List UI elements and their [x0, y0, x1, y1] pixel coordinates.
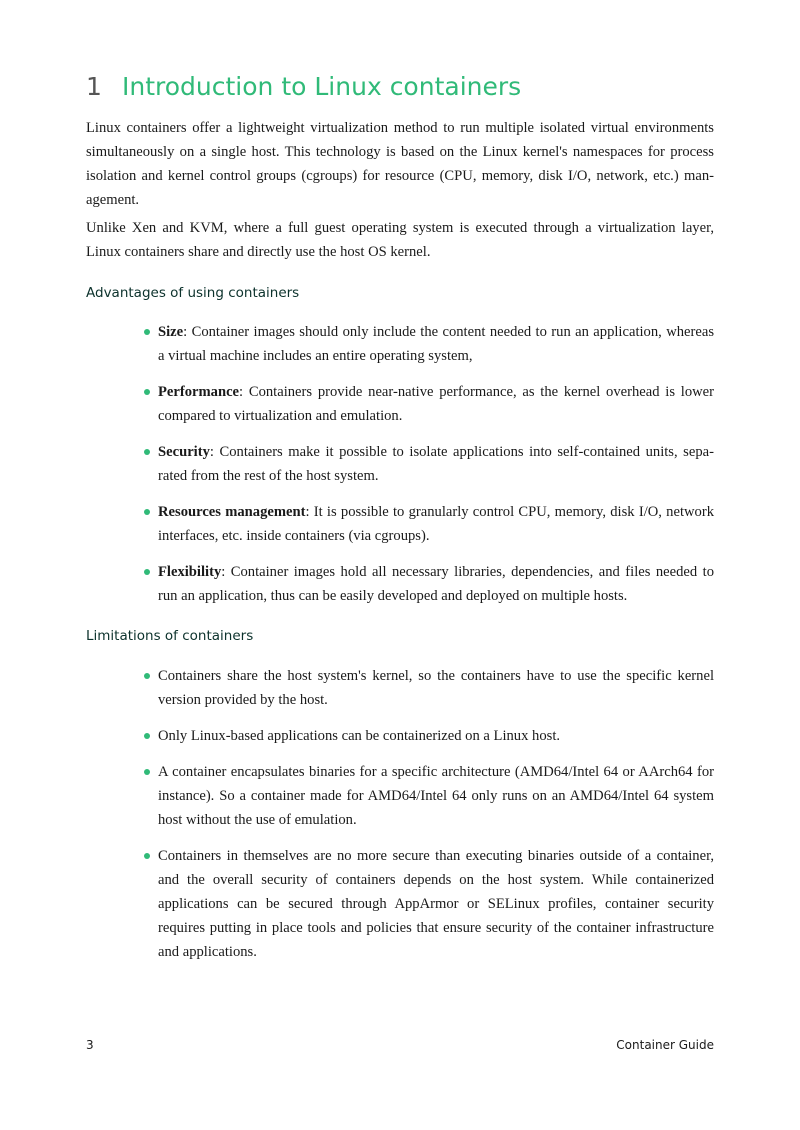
list-item [86, 560, 714, 608]
advantages-heading: Advantages of using containers [86, 285, 300, 301]
list-item [86, 380, 714, 428]
bullet-icon [144, 389, 150, 395]
list-item-text [158, 560, 714, 608]
chapter-heading [86, 70, 714, 104]
list-item-text [158, 320, 714, 368]
list-item-term: Resources management [158, 504, 306, 520]
bullet-icon [144, 569, 150, 575]
bullet-icon [144, 329, 150, 335]
bullet-icon [144, 853, 150, 859]
list-item [86, 724, 714, 748]
chapter-number: 1 [86, 72, 102, 101]
list-item [86, 440, 714, 488]
page-footer [86, 1036, 714, 1054]
limitations-list [86, 664, 714, 976]
list-item-description: : It is possible to granularly control CPU, memory, disk I/O, network interfaces, etc. inside containers (via cgroups). [158, 504, 714, 544]
list-item-description: : Containers provide near-native performance, as the kernel overhead is lower compared to virtualization and emulation. [158, 384, 714, 424]
list-item [86, 320, 714, 368]
document-title: Container Guide [616, 1038, 714, 1052]
limitations-heading: Limitations of containers [86, 628, 254, 644]
list-item [86, 500, 714, 548]
intro-paragraph: Linux containers offer a lightweight virtualization method to run multiple isolated virtual environments simultaneously on a single host. This technology is based on the Linux kernel's namespaces for process isolation and kernel control groups (cgroups) for resource (CPU, memory, disk I/O, network, etc.) management. [86, 120, 714, 208]
list-item-term: Flexibility [158, 564, 222, 580]
list-item-description: : Containers make it possible to isolate applications into self-contained units, separated from the rest of the host system. [158, 444, 714, 484]
list-item-text: Containers share the host system's kernel, so the containers have to use the specific kernel version provided by the host. [158, 668, 714, 708]
chapter-title: Introduction to Linux containers [122, 72, 522, 101]
bullet-icon [144, 769, 150, 775]
list-item-term: Security [158, 444, 210, 460]
list-item-text: A container encapsulates binaries for a specific architecture (AMD64/Intel 64 or AArch64 for instance). So a container made for AMD64/Intel 64 only runs on an AMD64/Intel 64 system host without the use of emulation. [158, 764, 714, 828]
list-item [86, 844, 714, 964]
bullet-icon [144, 509, 150, 515]
list-item [86, 760, 714, 832]
list-item-text [158, 440, 714, 488]
list-item-text: Containers in themselves are no more secure than executing binaries outside of a container, and the overall security of containers depends on the host system. While containerized applications can be secured through AppArmor or SELinux profiles, container security requires putting in place tools and policies that ensure security of the container infrastructure and applications. [158, 848, 714, 960]
advantages-list [86, 320, 714, 620]
list-item-text: Only Linux-based applications can be containerized on a Linux host. [158, 728, 561, 744]
bullet-icon [144, 733, 150, 739]
list-item-term: Performance [158, 384, 240, 400]
list-item-term: Size [158, 324, 184, 340]
bullet-icon [144, 673, 150, 679]
list-item-description: : Container images should only include the content needed to run an application, whereas a virtual machine includes an entire operating system, [158, 324, 714, 364]
intro-paragraph: Unlike Xen and KVM, where a full guest operating system is executed through a virtualization layer, Linux containers share and directly use the host OS kernel. [86, 220, 714, 260]
page-number: 3 [86, 1038, 94, 1052]
list-item [86, 664, 714, 712]
list-item-text [158, 500, 714, 548]
bullet-icon [144, 449, 150, 455]
list-item-text [158, 380, 714, 428]
intro-section [86, 116, 714, 264]
list-item-description: : Container images hold all necessary libraries, dependencies, and files needed to run an application, thus can be easily developed and deployed on multiple hosts. [158, 564, 714, 604]
